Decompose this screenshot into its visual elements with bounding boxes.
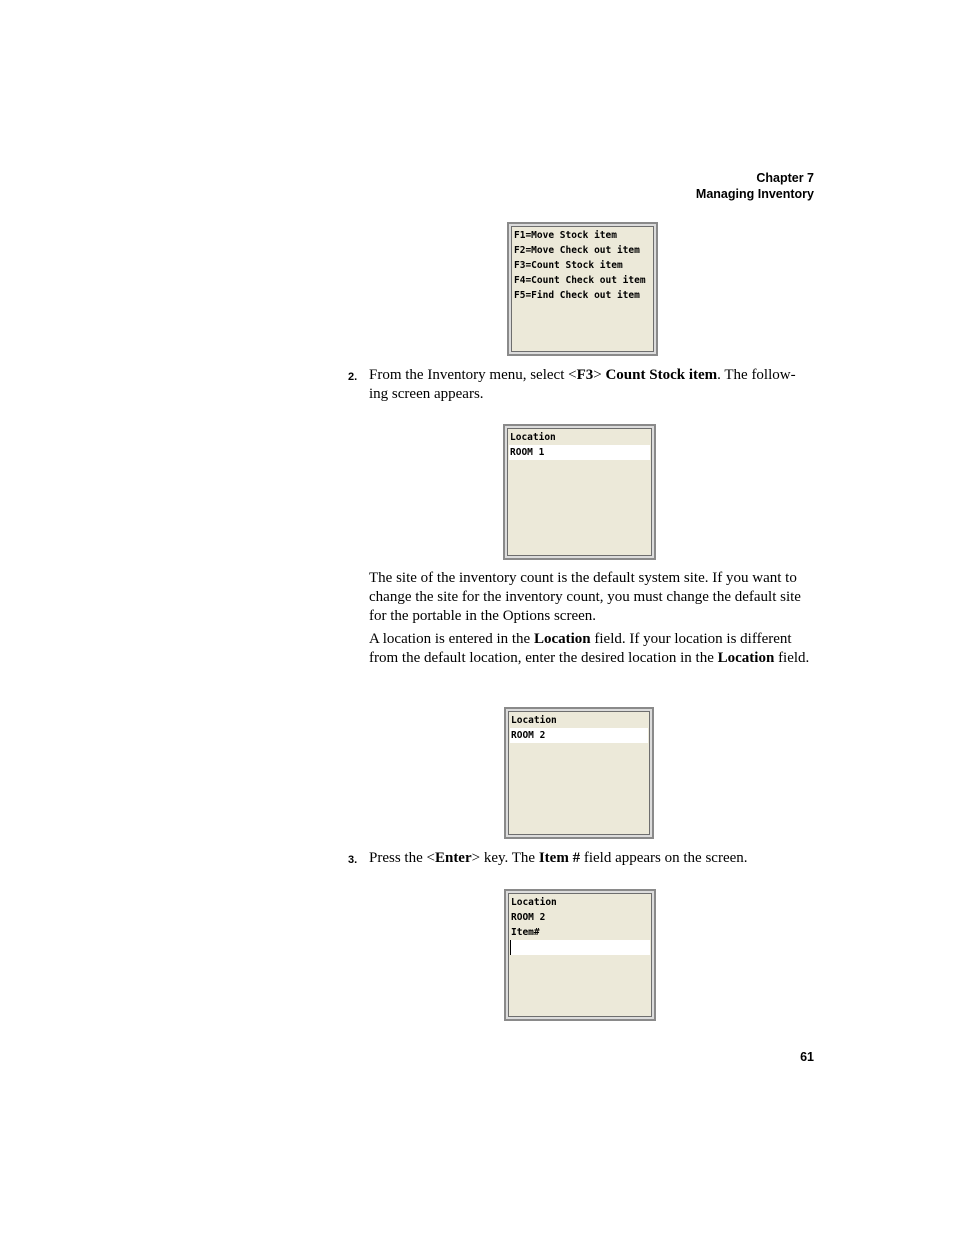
site-paragraph: The site of the inventory count is the default system site. If you want to change the site for the inventory count, you must change the default site for the portable in the Options screen. [369, 570, 801, 624]
step-number: 2. [348, 371, 358, 383]
menu-option-f3: F3=Count Stock item [514, 260, 623, 271]
menu-option-f4: F4=Count Check out item [514, 275, 646, 286]
chapter-title: Managing Inventory [695, 187, 814, 201]
item-label: Item# [511, 927, 540, 938]
location-paragraph: A location is entered in the Location field. If your location is different from the default location, enter the desired location in the Location field. [369, 631, 810, 666]
location-label: Location [510, 432, 556, 443]
location-label: Location [511, 715, 557, 726]
location-field[interactable]: ROOM 1 [509, 445, 650, 460]
location-label: Location [511, 897, 557, 908]
location-field[interactable]: ROOM 2 [510, 728, 648, 743]
inventory-menu-screen [507, 222, 658, 356]
location-screen-room1 [503, 424, 656, 560]
menu-option-f2: F2=Move Check out item [514, 245, 640, 256]
item-screen [504, 889, 656, 1021]
chapter-label: Chapter 7 [756, 171, 814, 185]
location-screen-room2 [504, 707, 654, 839]
location-value: ROOM 2 [511, 912, 546, 923]
step-2-text: From the Inventory menu, select <F3> Count Stock item. The follow-ing screen appears. [369, 367, 796, 402]
step-number: 3. [348, 854, 358, 866]
page-number: 61 [800, 1050, 814, 1064]
menu-option-f5: F5=Find Check out item [514, 290, 640, 301]
item-field[interactable] [510, 940, 650, 955]
menu-option-f1: F1=Move Stock item [514, 230, 617, 241]
step-3-text: Press the <Enter> key. The Item # field appears on the screen. [369, 850, 748, 866]
